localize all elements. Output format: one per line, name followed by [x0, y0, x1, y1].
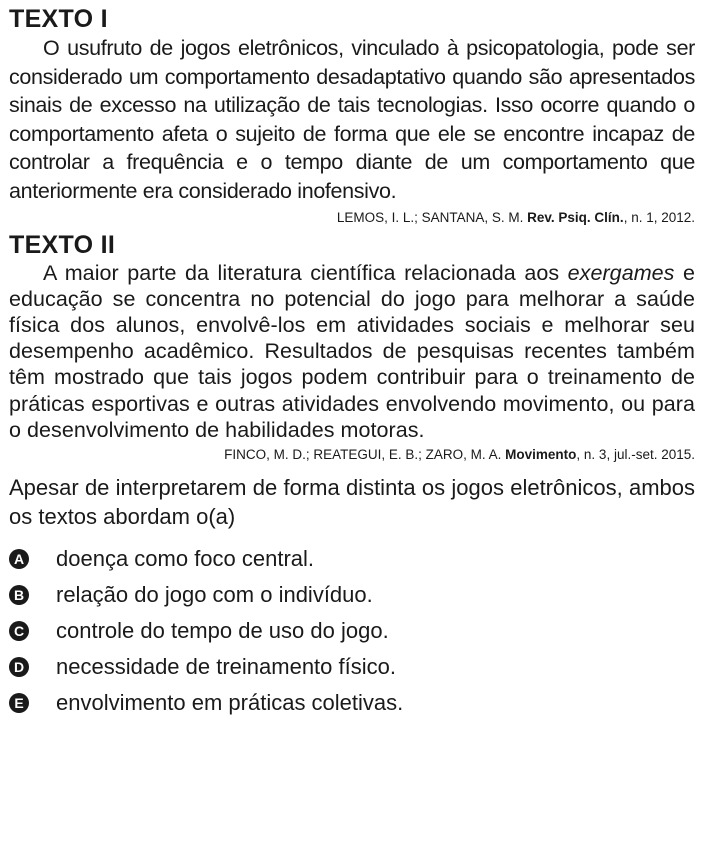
texto-1-paragraph: O usufruto de jogos eletrônicos, vinculado à psicopatologia, pode ser considerado um comportamento desadaptativo quando são apresentados sinais de excesso na utilização de tais tecnologias. Isso ocorre quando o comportamento afeta o sujeito de forma que ele se encontre incapaz de controlar a frequência e o tempo diante de um comportamento que anteriormente era considerado inofensivo.: [9, 36, 695, 203]
option-letter-badge: B: [9, 585, 29, 605]
texto-1-citation: [9, 208, 695, 228]
citation-journal: Movimento: [505, 446, 577, 462]
texto-2-citation: [9, 445, 695, 465]
citation-journal: Rev. Psiq. Clín.: [527, 209, 624, 225]
citation-details: , n. 3, jul.-set. 2015.: [576, 446, 695, 462]
option-text: envolvimento em práticas coletivas.: [56, 689, 404, 715]
answer-options: [9, 541, 695, 721]
citation-authors: LEMOS, I. L.; SANTANA, S. M.: [336, 209, 528, 225]
option-letter-badge: A: [9, 549, 29, 569]
texto-1-heading: TEXTO I: [9, 5, 108, 33]
question-stem: Apesar de interpretarem de forma distinta os jogos eletrônicos, ambos os textos abordam o(a): [9, 474, 695, 529]
option-a[interactable]: [9, 541, 695, 577]
texto-2-text-start: A maior parte da literatura científica relacionada aos: [43, 260, 568, 285]
option-e[interactable]: [9, 685, 695, 721]
option-text: doença como foco central.: [56, 545, 315, 571]
option-b[interactable]: [9, 577, 695, 613]
option-c[interactable]: [9, 613, 695, 649]
texto-2-text-end: e educação se concentra no potencial do jogo para melhorar a saúde física dos alunos, envolvê-los em atividades sociais e melhorar seu desempenho acadêmico. Resultados de pesquisas recentes também têm mostrado que tais jogos podem contribuir para o treinamento de práticas esportivas e outras atividades envolvendo movimento, ou para o desenvolvimento de habilidades motoras.: [9, 260, 695, 442]
option-letter-badge: C: [9, 621, 29, 641]
citation-authors: FINCO, M. D.; REATEGUI, E. B.; ZARO, M. A.: [224, 446, 506, 462]
texto-2-paragraph: [9, 260, 695, 443]
option-text: necessidade de treinamento físico.: [56, 653, 396, 679]
citation-details: , n. 1, 2012.: [623, 209, 695, 225]
option-letter-badge: D: [9, 657, 29, 677]
texto-2-heading: TEXTO II: [9, 230, 116, 259]
option-d[interactable]: [9, 649, 695, 685]
option-text: relação do jogo com o indivíduo.: [56, 581, 373, 607]
option-text: controle do tempo de uso do jogo.: [56, 617, 389, 643]
texto-2-italic-term: exergames: [567, 260, 675, 285]
option-letter-badge: E: [9, 693, 29, 713]
